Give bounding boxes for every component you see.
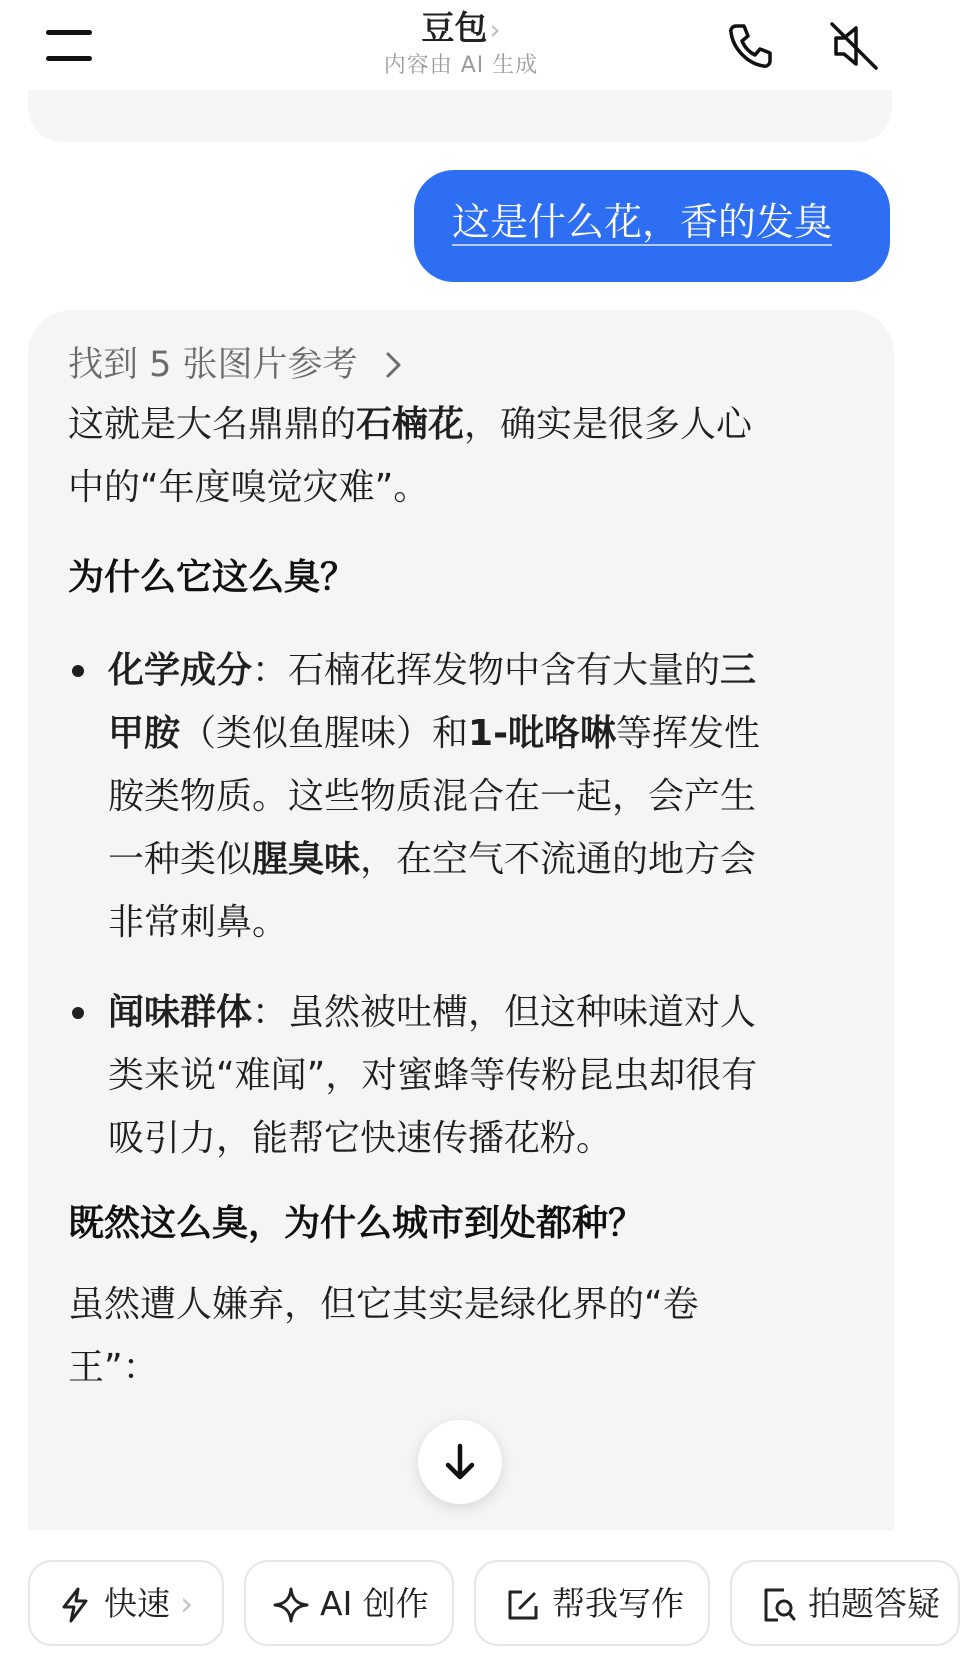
bullet2-line-1 bbox=[108, 980, 756, 1045]
ai-disclaimer: 内容由 AI 生成 bbox=[383, 53, 539, 78]
bot-name[interactable]: 豆包 bbox=[421, 8, 488, 47]
chip-label: AI 创作 bbox=[320, 1584, 429, 1623]
scroll-to-bottom-button[interactable] bbox=[418, 1420, 502, 1504]
phone-icon[interactable] bbox=[722, 18, 778, 74]
chevron-right-icon: › bbox=[489, 13, 501, 46]
section-heading: 既然这么臭，为什么城市到处都种？ bbox=[68, 1203, 645, 1244]
chat-title-area[interactable] bbox=[0, 6, 922, 82]
scan-search-icon bbox=[760, 1586, 798, 1624]
bold-term: 腥臭味 bbox=[252, 839, 361, 880]
bullet1-line-4 bbox=[108, 827, 756, 892]
bullet-title: 闻味群体 bbox=[108, 992, 253, 1033]
help-write-chip[interactable] bbox=[474, 1560, 710, 1646]
fast-mode-chip[interactable] bbox=[28, 1560, 224, 1646]
photo-question-chip[interactable] bbox=[730, 1560, 960, 1646]
chip-label: 帮我写作 bbox=[552, 1584, 684, 1623]
bullet1-line-1 bbox=[108, 638, 756, 703]
bullet-text: ：石楠花挥发物中含有大量的 bbox=[252, 650, 721, 691]
bullet-dot bbox=[72, 665, 84, 677]
bold-term: 石楠花 bbox=[356, 404, 465, 445]
mute-icon[interactable] bbox=[826, 18, 882, 74]
chip-label: 快速 bbox=[104, 1584, 170, 1623]
intro-line-1 bbox=[68, 392, 752, 457]
bullet-text: ：虽然被吐槽，但这种味道对人 bbox=[252, 992, 757, 1033]
chevron-right-icon: › bbox=[180, 1584, 194, 1623]
arrow-down-icon bbox=[418, 1420, 502, 1504]
intro-line-2: 中的“年度嗅觉灾难”。 bbox=[68, 467, 430, 508]
chevron-right-icon bbox=[383, 344, 405, 394]
edit-icon bbox=[504, 1586, 542, 1624]
bold-term: 甲胺 bbox=[108, 713, 181, 754]
sparkle-icon bbox=[272, 1586, 310, 1624]
previous-message-tail bbox=[28, 90, 892, 142]
chip-label: 拍题答疑 bbox=[808, 1584, 940, 1623]
bullet-text: 一种类似 bbox=[108, 839, 253, 880]
para-line-1: 虽然遭人嫌弃，但它其实是绿化界的“卷 bbox=[68, 1284, 699, 1325]
para-line-2: 王”： bbox=[68, 1347, 159, 1388]
bullet1-line-5: 非常刺鼻。 bbox=[108, 902, 289, 943]
bullet1-line-3: 胺类物质。这些物质混合在一起，会产生 bbox=[108, 776, 757, 817]
ai-create-chip[interactable] bbox=[244, 1560, 454, 1646]
reference-label: 找到 5 张图片参考 bbox=[68, 345, 358, 385]
intro-text: ，确实是很多人心 bbox=[464, 404, 753, 445]
bold-term: 1-吡咯啉 bbox=[468, 713, 617, 754]
bullet-text: （类似鱼腥味）和 bbox=[180, 713, 469, 754]
image-reference-link[interactable] bbox=[68, 340, 405, 394]
bold-term: 三 bbox=[720, 650, 757, 691]
bullet2-line-3: 吸引力，能帮它快速传播花粉。 bbox=[108, 1118, 613, 1159]
bullet-text: ，在空气不流通的地方会 bbox=[360, 839, 757, 880]
intro-text: 这就是大名鼎鼎的 bbox=[68, 404, 357, 445]
section-heading: 为什么它这么臭？ bbox=[68, 557, 357, 598]
bullet-text: 等挥发性 bbox=[616, 713, 761, 754]
user-message-text: 这是什么花，香的发臭 bbox=[452, 200, 833, 244]
bullet1-line-2 bbox=[108, 701, 760, 766]
lightning-icon bbox=[58, 1586, 92, 1624]
bullet-dot bbox=[72, 1007, 84, 1019]
bullet2-line-2: 类来说“难闻”，对蜜蜂等传粉昆虫却很有 bbox=[108, 1055, 758, 1096]
bullet-title: 化学成分 bbox=[108, 650, 253, 691]
